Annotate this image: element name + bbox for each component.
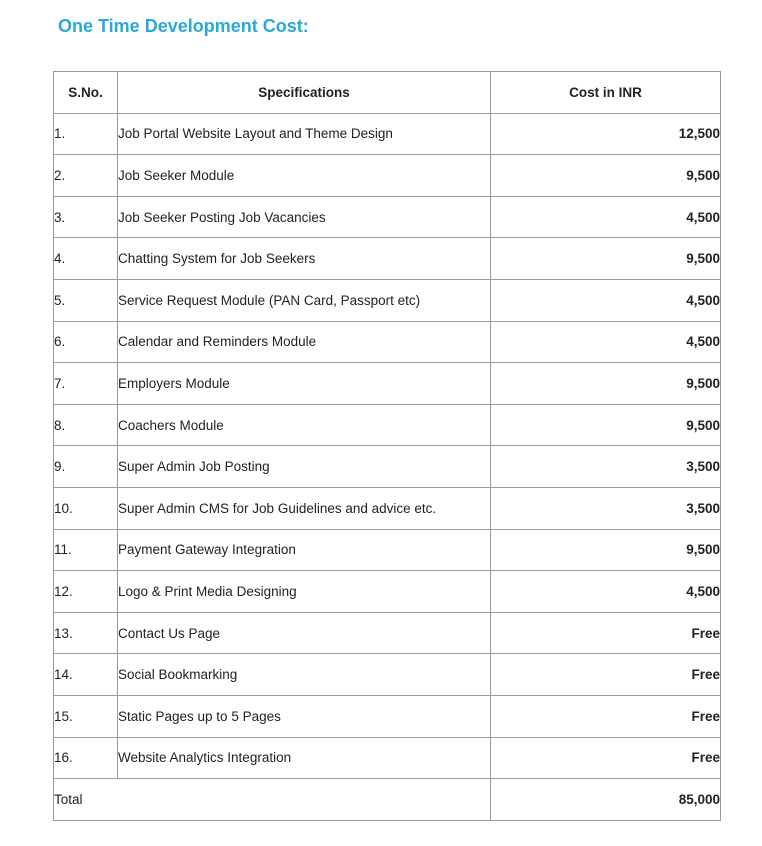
row-sno: 3. [54, 196, 118, 238]
table-row [54, 571, 721, 613]
table-row [54, 113, 721, 155]
total-cost: 85,000 [491, 779, 721, 821]
row-cost: 9,500 [491, 238, 721, 280]
table-row [54, 529, 721, 571]
row-cost: 4,500 [491, 571, 721, 613]
row-sno: 11. [54, 529, 118, 571]
row-specification: Contact Us Page [118, 612, 491, 654]
row-sno: 4. [54, 238, 118, 280]
table-row [54, 238, 721, 280]
row-sno: 1. [54, 113, 118, 155]
row-cost: Free [491, 737, 721, 779]
row-specification: Website Analytics Integration [118, 737, 491, 779]
row-cost: 9,500 [491, 363, 721, 405]
row-specification: Super Admin CMS for Job Guidelines and advice etc. [118, 487, 491, 529]
table-row [54, 196, 721, 238]
row-sno: 9. [54, 446, 118, 488]
row-specification: Chatting System for Job Seekers [118, 238, 491, 280]
table-header [54, 72, 721, 114]
row-sno: 8. [54, 404, 118, 446]
row-cost: 9,500 [491, 155, 721, 197]
row-cost: 9,500 [491, 529, 721, 571]
cost-table [53, 71, 721, 821]
table-row [54, 404, 721, 446]
row-specification: Service Request Module (PAN Card, Passport etc) [118, 279, 491, 321]
row-sno: 13. [54, 612, 118, 654]
row-sno: 10. [54, 487, 118, 529]
row-cost: Free [491, 612, 721, 654]
table-row [54, 363, 721, 405]
table-footer [54, 779, 721, 821]
row-sno: 5. [54, 279, 118, 321]
row-specification: Payment Gateway Integration [118, 529, 491, 571]
row-specification: Job Seeker Posting Job Vacancies [118, 196, 491, 238]
row-specification: Calendar and Reminders Module [118, 321, 491, 363]
header-sno: S.No. [54, 72, 118, 114]
table-row [54, 487, 721, 529]
row-specification: Job Seeker Module [118, 155, 491, 197]
row-cost: 9,500 [491, 404, 721, 446]
row-specification: Job Portal Website Layout and Theme Design [118, 113, 491, 155]
table-row [54, 321, 721, 363]
row-cost: 4,500 [491, 196, 721, 238]
table-body [54, 113, 721, 779]
row-specification: Logo & Print Media Designing [118, 571, 491, 613]
row-cost: Free [491, 695, 721, 737]
total-label: Total [54, 779, 491, 821]
row-sno: 14. [54, 654, 118, 696]
row-specification: Employers Module [118, 363, 491, 405]
row-sno: 6. [54, 321, 118, 363]
row-sno: 12. [54, 571, 118, 613]
row-cost: 4,500 [491, 279, 721, 321]
row-sno: 7. [54, 363, 118, 405]
table-row [54, 446, 721, 488]
header-specifications: Specifications [118, 72, 491, 114]
row-specification: Coachers Module [118, 404, 491, 446]
table-row [54, 612, 721, 654]
row-sno: 16. [54, 737, 118, 779]
header-row [54, 72, 721, 114]
table-row [54, 695, 721, 737]
table-row [54, 654, 721, 696]
row-cost: Free [491, 654, 721, 696]
row-cost: 12,500 [491, 113, 721, 155]
row-cost: 4,500 [491, 321, 721, 363]
row-cost: 3,500 [491, 446, 721, 488]
table-row [54, 737, 721, 779]
total-row [54, 779, 721, 821]
row-specification: Super Admin Job Posting [118, 446, 491, 488]
header-cost: Cost in INR [491, 72, 721, 114]
row-specification: Static Pages up to 5 Pages [118, 695, 491, 737]
table-row [54, 279, 721, 321]
row-sno: 2. [54, 155, 118, 197]
row-sno: 15. [54, 695, 118, 737]
row-cost: 3,500 [491, 487, 721, 529]
row-specification: Social Bookmarking [118, 654, 491, 696]
page-title: One Time Development Cost: [58, 16, 309, 36]
table-row [54, 155, 721, 197]
